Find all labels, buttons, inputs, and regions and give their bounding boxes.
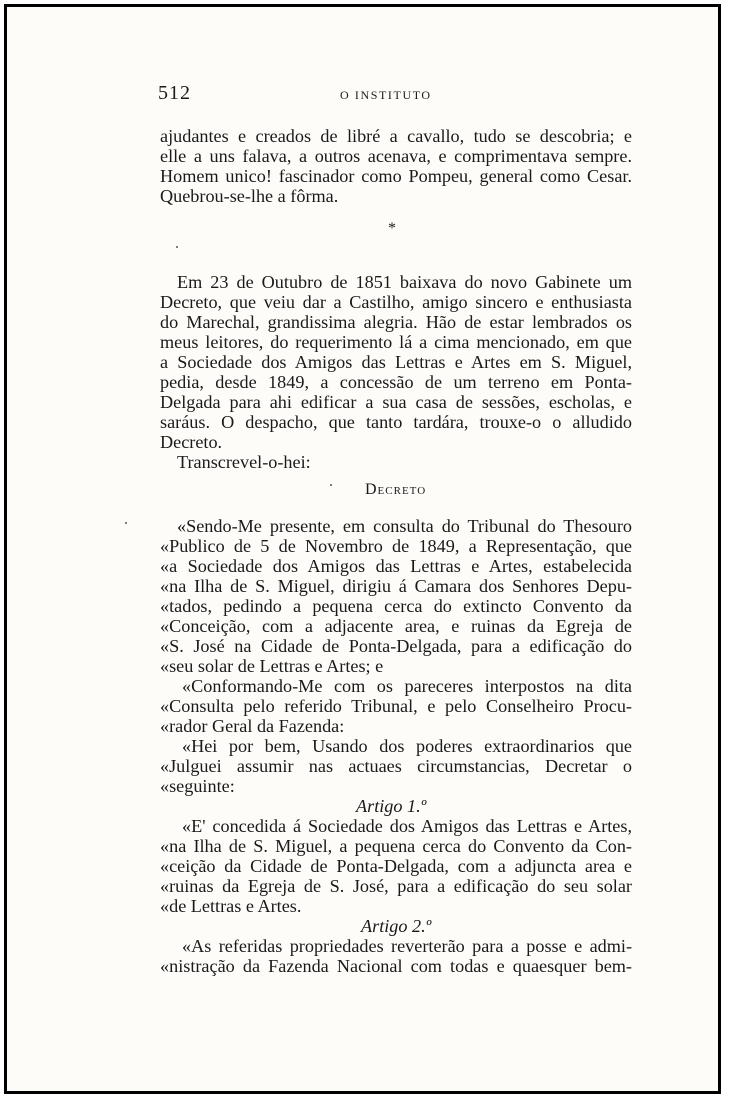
article-line: «As referidas propriedades reverterão para a posse e admi- [182, 936, 632, 956]
decree-line: «Julguei assumir nas actuaes circumstancias, Decretar o [160, 756, 632, 776]
decree-line: «seu solar de Lettras e Artes; e [160, 656, 384, 676]
article-line: «de Lettras e Artes. [160, 896, 302, 916]
decree-line: «seguinte: [160, 776, 235, 796]
decree-line: «Consulta pelo referido Tribunal, e pelo Conselheiro Procu- [160, 696, 632, 716]
decree-line: «Publico de 5 de Novembro de 1849, a Representação, que [160, 536, 632, 556]
text-line: Em 23 de Outubro de 1851 baixava do novo Gabinete um [177, 272, 632, 292]
decree-line: «tados, pedindo a pequena cerca do extincto Convento da [160, 596, 632, 616]
text-line: Delgada para ahi edificar a sua casa de sessões, escholas, e [160, 392, 632, 412]
text-line: a Sociedade dos Amigos das Lettras e Artes em S. Miguel, [160, 352, 632, 372]
decree-line: «S. José na Cidade de Ponta-Delgada, para a edificação do [160, 636, 632, 656]
text-line: meus leitores, do requerimento lá a cima mencionado, em que [160, 332, 632, 352]
paper-speck [176, 246, 178, 248]
page-header [158, 82, 628, 108]
text-line: Transcrevel-o-hei: [177, 452, 311, 472]
text-line: Decreto. [160, 432, 223, 452]
text-line: Homem unico! fascinador como Pompeu, general como Cesar. [160, 166, 632, 186]
decree-line: «Sendo-Me presente, em consulta do Tribunal do Thesouro [177, 516, 632, 536]
text-line: do Marechal, grandissima alegria. Hão de estar lembrados os [160, 312, 632, 332]
paper-speck [330, 484, 332, 486]
text-line: ajudantes e creados de libré a cavallo, tudo se descobria; e [160, 126, 632, 146]
article-line: «E' concedida á Sociedade dos Amigos das Lettras e Artes, [182, 816, 632, 836]
decree-line: «Hei por bem, Usando dos poderes extraordinarios que [182, 736, 632, 756]
article-line: «nistração da Fazenda Nacional com todas e quaesquer bem- [160, 956, 632, 976]
decree-line: «na Ilha de S. Miguel, dirigiu á Camara dos Senhores Depu- [160, 576, 632, 596]
section-separator: * [388, 220, 396, 237]
article-title: Artigo 1.º [356, 796, 427, 816]
text-line: Quebrou-se-lhe a fôrma. [160, 186, 339, 206]
text-line: saráus. O despacho, que tanto tardára, trouxe-o o alludido [160, 412, 632, 432]
article-line: «ruinas da Egreja de S. José, para a edificação do seu solar [160, 876, 632, 896]
text-line: elle a uns falava, a outros acenava, e comprimentava sempre. [160, 146, 632, 166]
article-line: «na Ilha de S. Miguel, a pequena cerca do Convento da Con- [160, 836, 632, 856]
paper-speck [125, 522, 127, 524]
decree-line: «a Sociedade dos Amigos das Lettras e Artes, estabelecida [160, 556, 632, 576]
text-line: Decreto, que veiu dar a Castilho, amigo sincero e enthusiasta [160, 292, 632, 312]
article-title: Artigo 2.º [361, 916, 432, 936]
page-number: 512 [158, 82, 191, 104]
running-title: O INSTITUTO [340, 88, 432, 102]
decree-title: Decreto [365, 481, 427, 498]
article-line: «ceição da Cidade de Ponta-Delgada, com a adjuncta area e [160, 856, 632, 876]
text-line: pedia, desde 1849, a concessão de um terreno em Ponta- [160, 372, 632, 392]
decree-line: «Conceição, com a adjacente area, e ruinas da Egreja de [160, 616, 632, 636]
decree-line: «Conformando-Me com os pareceres interpostos na dita [182, 676, 632, 696]
decree-line: «rador Geral da Fazenda: [160, 716, 345, 736]
